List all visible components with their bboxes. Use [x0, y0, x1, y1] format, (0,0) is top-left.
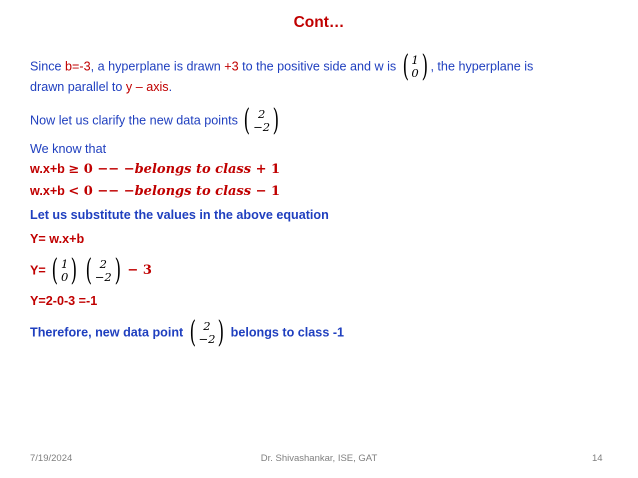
equation-class-negative	[30, 184, 280, 199]
w-vector: ( 1 0 )	[402, 49, 428, 84]
data-point-bottom: −2	[253, 120, 271, 134]
y-minus-bias: − 3	[127, 263, 152, 279]
text-we-know-that: We know that	[30, 142, 107, 156]
paragraph-conclusion	[30, 315, 345, 350]
footer-author: Dr. Shivashankar, ISE, GAT	[260, 453, 378, 464]
w-vector-bottom: 0	[411, 66, 419, 80]
conclusion-bottom: −2	[198, 332, 216, 346]
eq1-lhs: w.x+b	[30, 162, 69, 176]
y-lhs: Y=	[30, 263, 50, 278]
footer-page-number: 14	[592, 453, 603, 464]
eq1-class: + 1	[255, 162, 281, 177]
axis-name: y – axis	[125, 80, 169, 94]
text-since: Since	[30, 59, 66, 74]
paragraph-new-data-point	[30, 103, 282, 138]
offset-value: +3	[224, 59, 239, 74]
w-vector-substituted: ( 1 0 )	[51, 253, 78, 288]
x-vector-substituted: ( 2 −2 )	[85, 253, 121, 288]
eq1-belongs: belongs to class	[134, 162, 256, 177]
data-point-top: 2	[257, 107, 266, 121]
x-sub-top: 2	[99, 257, 107, 271]
w-vector-top: 1	[411, 53, 419, 67]
bias-value: b=-3	[65, 59, 91, 74]
text-belongs-class: belongs to class -1	[227, 325, 345, 340]
x-sub-bottom: −2	[94, 270, 112, 284]
text-hyperplane-is: , the hyperplane is	[430, 59, 534, 74]
eq2-belongs: belongs to class	[134, 184, 256, 199]
text-clarify-points: Now let us clarify the new data points	[30, 113, 242, 128]
equation-class-positive	[30, 162, 280, 177]
text-drawn-parallel: drawn parallel to	[30, 80, 126, 94]
conclusion-top: 2	[203, 319, 211, 333]
equation-y-result: Y=2-0-3 =-1	[30, 294, 98, 308]
eq2-class: − 1	[255, 184, 281, 199]
data-point-vector: ( 2 −2 )	[244, 103, 280, 138]
w-sub-bottom: 0	[60, 270, 69, 284]
equation-y-substituted	[30, 253, 152, 288]
footer-date: 7/19/2024	[30, 453, 73, 464]
text-period: .	[168, 80, 173, 94]
paragraph-hyperplane-line1	[30, 49, 534, 84]
eq1-relation: ≥ 0 −− −	[68, 162, 135, 177]
paragraph-hyperplane-line2	[30, 80, 172, 94]
text-substitute: Let us substitute the values in the above equation	[30, 208, 329, 222]
eq2-lhs: w.x+b	[30, 184, 69, 198]
w-sub-top: 1	[60, 257, 69, 271]
eq2-relation: < 0 −− −	[68, 184, 135, 199]
slide-title: Cont…	[293, 14, 345, 31]
text-hyperplane-drawn: , a hyperplane is drawn	[90, 59, 225, 74]
conclusion-vector: ( 2 −2 )	[189, 315, 225, 350]
equation-y-definition: Y= w.x+b	[30, 232, 85, 246]
text-therefore: Therefore, new data point	[30, 325, 187, 340]
text-positive-side: to the positive side and w is	[238, 59, 400, 74]
